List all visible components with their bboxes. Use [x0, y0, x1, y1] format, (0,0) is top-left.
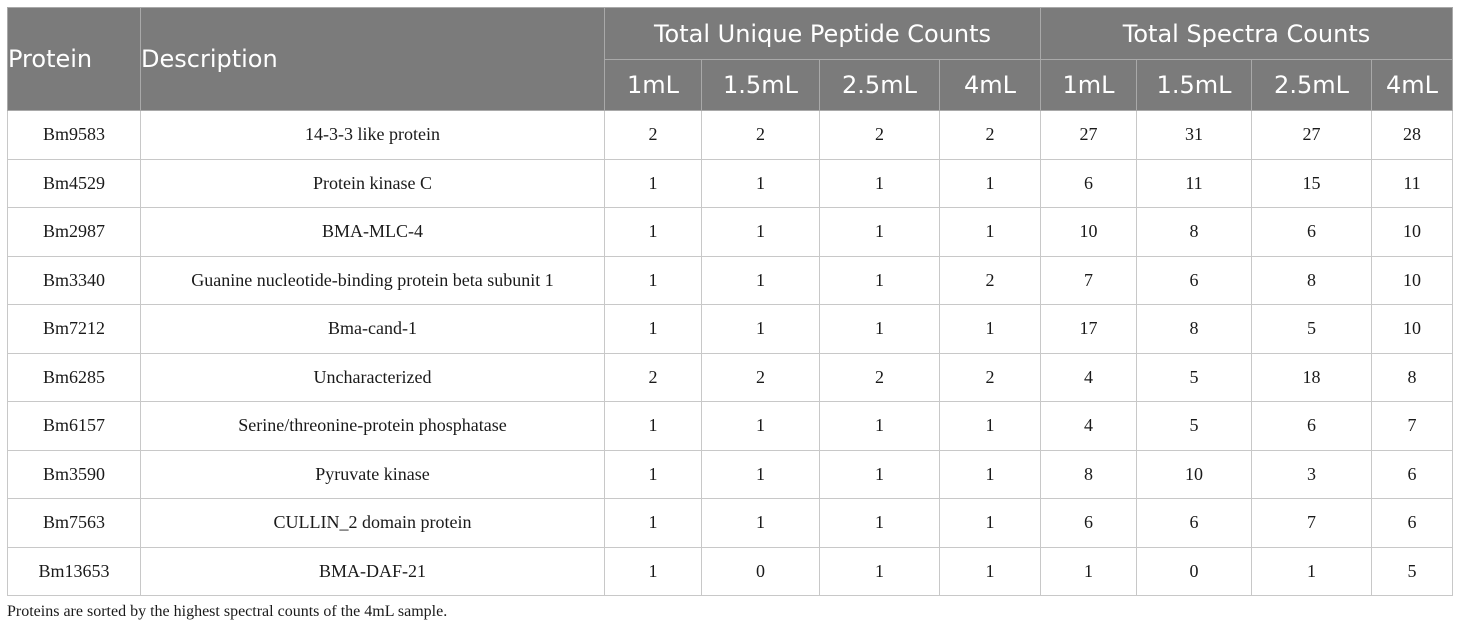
spectra-count-cell: 5 [1137, 353, 1252, 402]
unique-peptide-count-cell: 1 [702, 159, 820, 208]
header-unique-volume: 1mL [605, 60, 702, 111]
spectra-count-cell: 6 [1137, 256, 1252, 305]
spectra-count-cell: 27 [1041, 111, 1137, 160]
unique-peptide-count-cell: 1 [940, 450, 1041, 499]
protein-cell: Bm13653 [8, 547, 141, 596]
description-cell: BMA-MLC-4 [141, 208, 605, 257]
spectra-count-cell: 10 [1137, 450, 1252, 499]
protein-table [7, 7, 1453, 596]
spectra-count-cell: 11 [1137, 159, 1252, 208]
header-unique-volume: 4mL [940, 60, 1041, 111]
spectra-count-cell: 1 [1252, 547, 1372, 596]
description-cell: Guanine nucleotide-binding protein beta subunit 1 [141, 256, 605, 305]
protein-cell: Bm3340 [8, 256, 141, 305]
table-row [8, 402, 1453, 451]
table-row [8, 208, 1453, 257]
header-total-spectra-counts: Total Spectra Counts [1041, 8, 1453, 60]
spectra-count-cell: 5 [1137, 402, 1252, 451]
header-unique-peptide-counts: Total Unique Peptide Counts [605, 8, 1041, 60]
unique-peptide-count-cell: 2 [940, 353, 1041, 402]
header-unique-volume: 1.5mL [702, 60, 820, 111]
table-footnote: Proteins are sorted by the highest spectral counts of the 4mL sample. [7, 603, 448, 620]
protein-cell: Bm2987 [8, 208, 141, 257]
spectra-count-cell: 8 [1137, 208, 1252, 257]
spectra-count-cell: 7 [1041, 256, 1137, 305]
unique-peptide-count-cell: 1 [940, 305, 1041, 354]
table-row [8, 305, 1453, 354]
header-spectra-volume: 1.5mL [1137, 60, 1252, 111]
table-row [8, 353, 1453, 402]
spectra-count-cell: 10 [1372, 208, 1453, 257]
spectra-count-cell: 11 [1372, 159, 1453, 208]
unique-peptide-count-cell: 2 [940, 111, 1041, 160]
table-row [8, 499, 1453, 548]
description-cell: 14-3-3 like protein [141, 111, 605, 160]
unique-peptide-count-cell: 1 [605, 208, 702, 257]
protein-cell: Bm7563 [8, 499, 141, 548]
spectra-count-cell: 28 [1372, 111, 1453, 160]
table-row [8, 547, 1453, 596]
unique-peptide-count-cell: 1 [605, 256, 702, 305]
description-cell: CULLIN_2 domain protein [141, 499, 605, 548]
spectra-count-cell: 10 [1041, 208, 1137, 257]
protein-cell: Bm4529 [8, 159, 141, 208]
spectra-count-cell: 18 [1252, 353, 1372, 402]
unique-peptide-count-cell: 1 [940, 499, 1041, 548]
unique-peptide-count-cell: 1 [820, 256, 940, 305]
description-cell: Pyruvate kinase [141, 450, 605, 499]
spectra-count-cell: 3 [1252, 450, 1372, 499]
spectra-count-cell: 0 [1137, 547, 1252, 596]
spectra-count-cell: 7 [1252, 499, 1372, 548]
unique-peptide-count-cell: 1 [605, 305, 702, 354]
unique-peptide-count-cell: 1 [940, 159, 1041, 208]
unique-peptide-count-cell: 1 [605, 547, 702, 596]
spectra-count-cell: 5 [1372, 547, 1453, 596]
spectra-count-cell: 10 [1372, 305, 1453, 354]
unique-peptide-count-cell: 1 [820, 547, 940, 596]
description-cell: BMA-DAF-21 [141, 547, 605, 596]
table-body [8, 111, 1453, 596]
unique-peptide-count-cell: 1 [820, 499, 940, 548]
unique-peptide-count-cell: 1 [605, 402, 702, 451]
description-cell: Bma-cand-1 [141, 305, 605, 354]
unique-peptide-count-cell: 1 [820, 159, 940, 208]
unique-peptide-count-cell: 1 [702, 305, 820, 354]
table-row [8, 256, 1453, 305]
unique-peptide-count-cell: 2 [702, 353, 820, 402]
spectra-count-cell: 8 [1372, 353, 1453, 402]
unique-peptide-count-cell: 1 [702, 499, 820, 548]
description-cell: Protein kinase C [141, 159, 605, 208]
unique-peptide-count-cell: 2 [605, 353, 702, 402]
description-cell: Serine/threonine-protein phosphatase [141, 402, 605, 451]
spectra-count-cell: 6 [1252, 402, 1372, 451]
protein-cell: Bm6157 [8, 402, 141, 451]
spectra-count-cell: 6 [1372, 450, 1453, 499]
spectra-count-cell: 10 [1372, 256, 1453, 305]
spectra-count-cell: 1 [1041, 547, 1137, 596]
unique-peptide-count-cell: 2 [820, 353, 940, 402]
unique-peptide-count-cell: 1 [702, 402, 820, 451]
unique-peptide-count-cell: 1 [940, 402, 1041, 451]
spectra-count-cell: 6 [1041, 499, 1137, 548]
spectra-count-cell: 6 [1137, 499, 1252, 548]
spectra-count-cell: 31 [1137, 111, 1252, 160]
spectra-count-cell: 6 [1372, 499, 1453, 548]
unique-peptide-count-cell: 2 [702, 111, 820, 160]
unique-peptide-count-cell: 1 [605, 450, 702, 499]
spectra-count-cell: 5 [1252, 305, 1372, 354]
spectra-count-cell: 4 [1041, 402, 1137, 451]
header-spectra-volume: 2.5mL [1252, 60, 1372, 111]
description-cell: Uncharacterized [141, 353, 605, 402]
spectra-count-cell: 7 [1372, 402, 1453, 451]
spectra-count-cell: 8 [1252, 256, 1372, 305]
unique-peptide-count-cell: 2 [605, 111, 702, 160]
unique-peptide-count-cell: 1 [940, 547, 1041, 596]
header-spectra-volume: 1mL [1041, 60, 1137, 111]
protein-cell: Bm6285 [8, 353, 141, 402]
protein-cell: Bm9583 [8, 111, 141, 160]
table-row [8, 159, 1453, 208]
unique-peptide-count-cell: 1 [820, 208, 940, 257]
spectra-count-cell: 6 [1041, 159, 1137, 208]
header-description: Description [141, 8, 605, 111]
spectra-count-cell: 17 [1041, 305, 1137, 354]
unique-peptide-count-cell: 1 [820, 450, 940, 499]
header-spectra-volume: 4mL [1372, 60, 1453, 111]
unique-peptide-count-cell: 1 [820, 402, 940, 451]
protein-cell: Bm7212 [8, 305, 141, 354]
table-header [8, 8, 1453, 111]
spectra-count-cell: 15 [1252, 159, 1372, 208]
spectra-count-cell: 4 [1041, 353, 1137, 402]
spectra-count-cell: 27 [1252, 111, 1372, 160]
spectra-count-cell: 8 [1137, 305, 1252, 354]
header-unique-volume: 2.5mL [820, 60, 940, 111]
spectra-count-cell: 8 [1041, 450, 1137, 499]
unique-peptide-count-cell: 2 [820, 111, 940, 160]
unique-peptide-count-cell: 1 [605, 159, 702, 208]
table-row [8, 450, 1453, 499]
unique-peptide-count-cell: 1 [702, 208, 820, 257]
protein-cell: Bm3590 [8, 450, 141, 499]
spectra-count-cell: 6 [1252, 208, 1372, 257]
unique-peptide-count-cell: 1 [702, 256, 820, 305]
unique-peptide-count-cell: 1 [820, 305, 940, 354]
unique-peptide-count-cell: 1 [702, 450, 820, 499]
unique-peptide-count-cell: 0 [702, 547, 820, 596]
table-row [8, 111, 1453, 160]
unique-peptide-count-cell: 2 [940, 256, 1041, 305]
header-protein: Protein [8, 8, 141, 111]
unique-peptide-count-cell: 1 [605, 499, 702, 548]
unique-peptide-count-cell: 1 [940, 208, 1041, 257]
